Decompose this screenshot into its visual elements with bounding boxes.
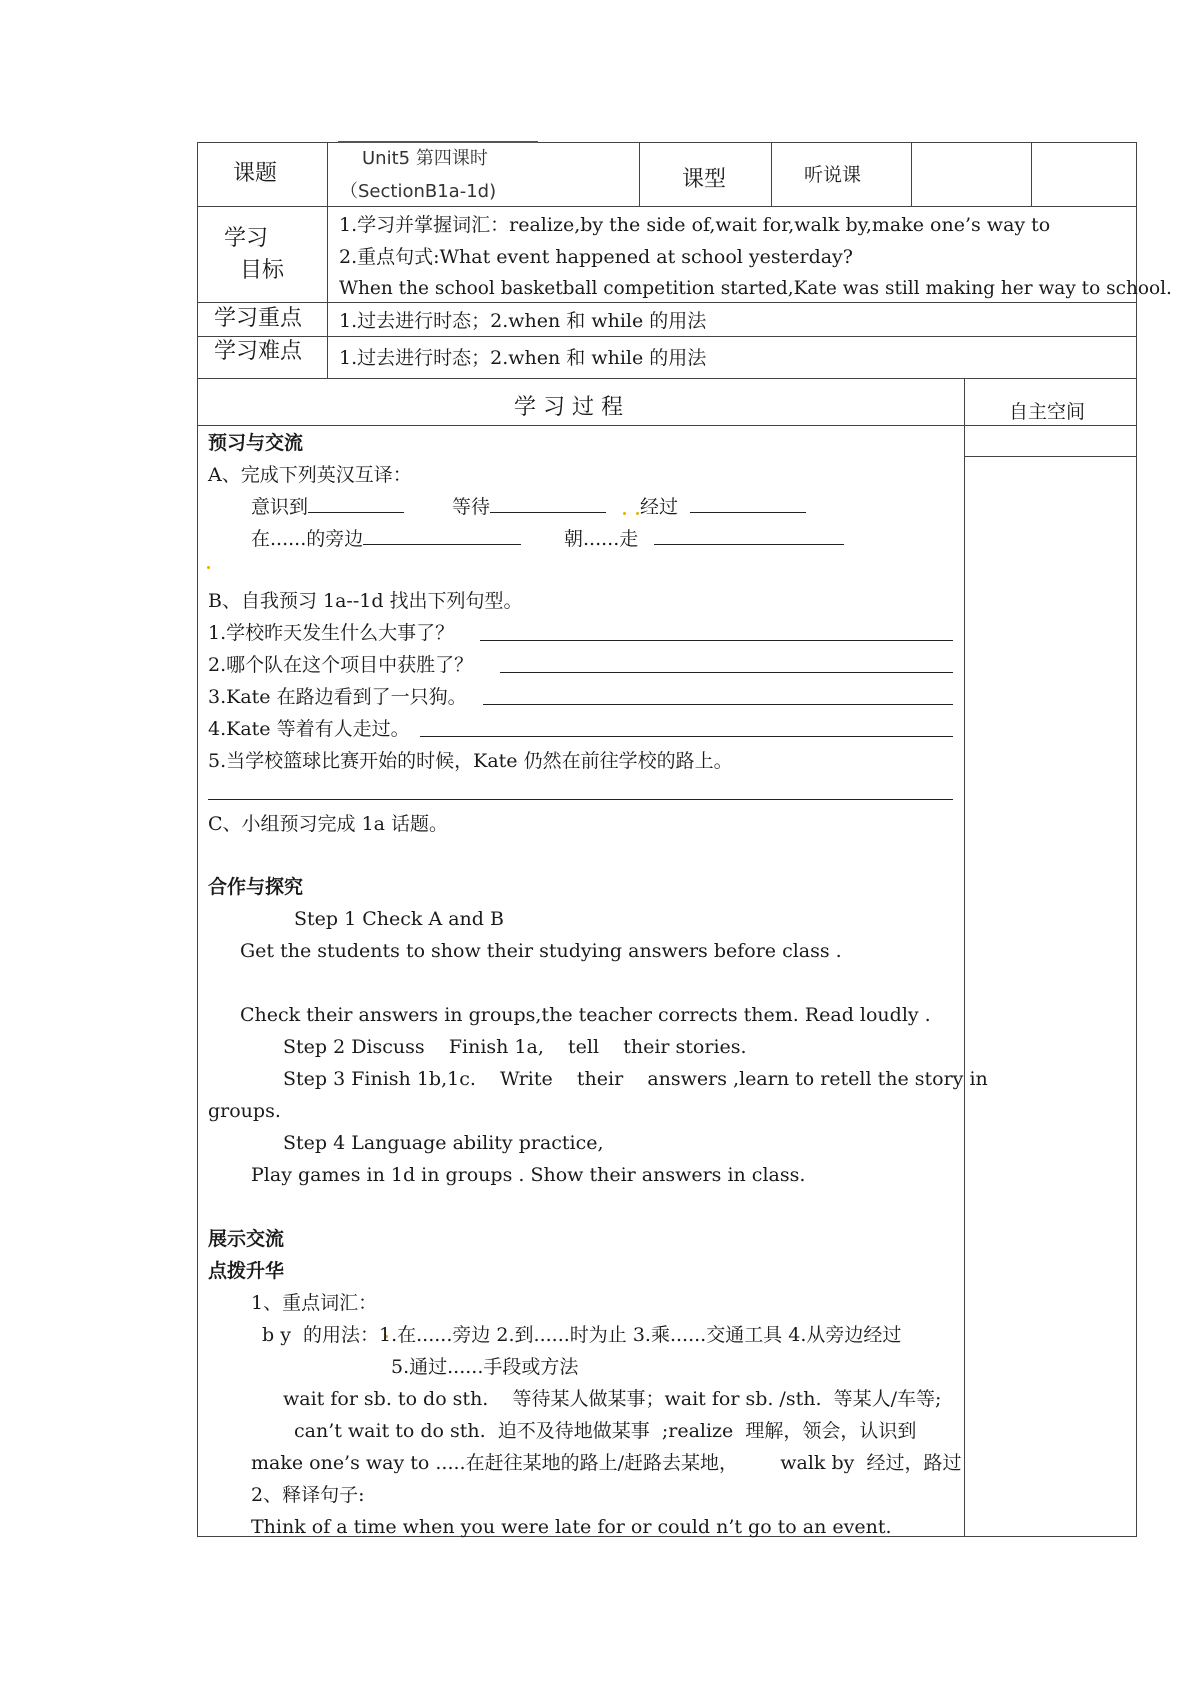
display-heading: 展示交流	[208, 1228, 285, 1250]
answer-blank[interactable]	[500, 654, 953, 673]
elevation-heading: 点拨升华	[208, 1260, 285, 1282]
key-points-label: 学习重点	[214, 306, 303, 331]
answer-blank[interactable]	[208, 781, 953, 800]
difficult-points-value: 1.过去进行时态；2.when 和 while 的用法	[339, 347, 707, 369]
display-line: Think of a time when you were late for or could n’t go to an event.	[251, 1516, 892, 1538]
answer-blank[interactable]	[363, 526, 521, 545]
step-line: Check their answers in groups,the teacher corrects them. Read loudly .	[240, 1004, 931, 1026]
cooperation-heading: 合作与探究	[208, 876, 304, 898]
display-line: b y 的用法：1.在......旁边 2.到......时为止 3.乘......交通工具 4.从旁边经过	[262, 1324, 902, 1346]
preview-a-title: A、完成下列英汉互译：	[208, 464, 412, 486]
display-line: 1、重点词汇：	[251, 1292, 378, 1314]
answer-blank[interactable]	[308, 494, 404, 513]
objective-line-3: When the school basketball competition started,Kate was still making her way to school.	[339, 278, 1172, 299]
type-value: 听说课	[804, 164, 862, 186]
answer-blank[interactable]	[490, 494, 606, 513]
vocab-item	[251, 526, 521, 551]
vocab-label: 经过	[640, 496, 679, 518]
vocab-label: 朝......走	[564, 528, 639, 550]
vocab-item	[640, 494, 806, 519]
sentence-item: 5.当学校篮球比赛开始的时候，Kate 仍然在前往学校的路上。	[208, 750, 733, 772]
vocab-item	[564, 526, 844, 551]
vocab-label: 意识到	[251, 496, 309, 518]
preview-c-title: C、小组预习完成 1a 话题。	[208, 813, 449, 835]
answer-blank[interactable]	[420, 718, 953, 737]
sentence-item: 3.Kate 在路边看到了一只狗。	[208, 686, 467, 708]
display-line: can’t wait to do sth. 迫不及待地做某事 ;realize 理解，领会，认识到	[294, 1420, 917, 1442]
vocab-label: 等待	[452, 496, 491, 518]
display-line: wait for sb. to do sth. 等待某人做某事；wait for sb. /sth. 等某人/车等;	[283, 1388, 942, 1410]
step-line: Play games in 1d in groups . Show their answers in class.	[251, 1164, 806, 1186]
preview-heading: 预习与交流	[208, 432, 304, 454]
answer-blank[interactable]	[654, 526, 844, 545]
step-line: Step 1 Check A and B	[294, 908, 504, 930]
topic-line2: （SectionB1a-1d)	[340, 181, 497, 202]
answer-blank[interactable]	[690, 494, 806, 513]
type-label: 课型	[682, 167, 727, 192]
vocab-item	[251, 494, 404, 519]
key-points-value: 1.过去进行时态；2.when 和 while 的用法	[339, 310, 707, 332]
display-line: 2、释译句子:	[251, 1484, 365, 1506]
answer-blank[interactable]	[480, 622, 953, 641]
process-title: 学 习 过 程	[514, 395, 623, 420]
step-line: Step 2 Discuss Finish 1a, tell their stories.	[283, 1036, 747, 1058]
display-line: 5.通过......手段或方法	[391, 1356, 579, 1378]
vocab-item	[452, 494, 606, 519]
objectives-label-1: 学习	[224, 226, 269, 251]
display-line: make one’s way to .....在赶往某地的路上/赶路去某地， walk by 经过，路过	[251, 1452, 962, 1474]
answer-blank[interactable]	[483, 686, 953, 705]
preview-b-title: B、自我预习 1a--1d 找出下列句型。	[208, 590, 523, 612]
sentence-item: 2.哪个队在这个项目中获胜了？	[208, 654, 474, 676]
objective-line-1: 1.学习并掌握词汇：realize,by the side of,wait for,walk by,make one’s way to	[339, 214, 1051, 236]
sentence-item: 1.学校昨天发生什么大事了？	[208, 622, 455, 644]
step-line: Step 3 Finish 1b,1c. Write their answers ,learn to retell the story in	[283, 1068, 988, 1090]
side-column-title: 自主空间	[1009, 401, 1086, 423]
step-line: groups.	[208, 1100, 281, 1122]
topic-label: 课题	[233, 161, 278, 186]
topic-line1: Unit5 第四课时	[362, 148, 488, 169]
sentence-item: 4.Kate 等着有人走过。	[208, 718, 410, 740]
objectives-label-2: 目标	[240, 258, 285, 283]
vocab-label: 在......的旁边	[251, 528, 364, 550]
step-line: Get the students to show their studying answers before class .	[240, 940, 842, 962]
difficult-points-label: 学习难点	[214, 339, 303, 364]
step-line: Step 4 Language ability practice,	[283, 1132, 604, 1154]
objective-line-2: 2.重点句式:What event happened at school yesterday?	[339, 246, 853, 268]
